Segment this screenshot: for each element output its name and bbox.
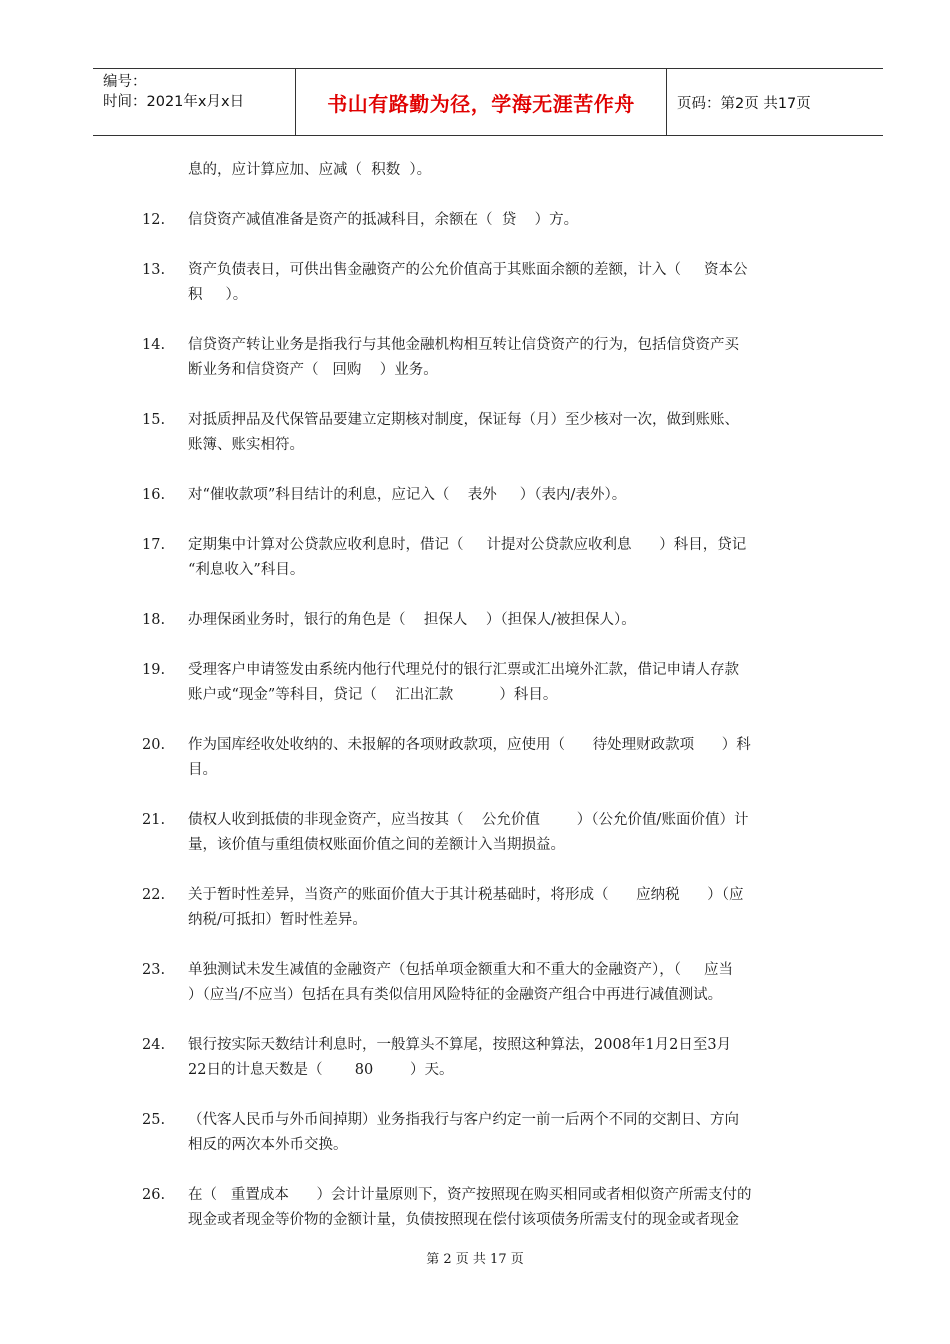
question-number: 25. [142,1112,166,1128]
question-text-line: “利息收入”科目。 [188,562,305,578]
question-text-line: 对抵质押品及代保管品要建立定期核对制度，保证每（月）至少核对一次，做到账账、 [188,412,739,428]
question-text-line: 账簿、账实相符。 [188,437,304,453]
header-page-info: 页码：第2页 共17页 [677,95,811,112]
question-text-line: 息的，应计算应加、应减（ 积数 ）。 [188,162,432,178]
question-number: 26. [142,1187,166,1203]
question-text-line: 定期集中计算对公贷款应收利息时，借记（ 计提对公贷款应收利息 ）科目，贷记 [188,537,747,553]
question-text-line: 办理保函业务时，银行的角色是（ 担保人 ）（担保人/被担保人）。 [188,612,636,628]
question-text-line: ）（应当/不应当）包括在具有类似信用风险特征的金融资产组合中再进行减值测试。 [188,987,723,1003]
question-text-line: 信贷资产转让业务是指我行与其他金融机构相互转让信贷资产的行为，包括信贷资产买 [188,337,739,353]
question-number: 17. [142,537,166,553]
page-footer: 第 2 页 共 17 页 [426,1252,524,1267]
question-text-line: 账户或“现金”等科目，贷记（ 汇出汇款 ）科目。 [188,687,558,703]
question-number: 18. [142,612,166,628]
question-text-line: 在（ 重置成本 ）会计计量原则下，资产按照现在购买相同或者相似资产所需支付的 [188,1187,752,1203]
question-text-line: 资产负债表日，可供出售金融资产的公允价值高于其账面余额的差额，计入（ 资本公 [188,262,748,278]
question-text-line: 单独测试未发生减值的金融资产（包括单项金额重大和不重大的金融资产），（ 应当 [188,962,734,978]
question-number: 16. [142,487,166,503]
question-number: 21. [142,812,166,828]
question-text-line: 目。 [188,762,217,778]
question-text-line: 相反的两次本外币交换。 [188,1137,348,1153]
question-number: 12. [142,212,166,228]
question-number: 23. [142,962,166,978]
question-text-line: 受理客户申请签发由系统内他行代理兑付的银行汇票或汇出境外汇款，借记申请人存款 [188,662,739,678]
question-number: 24. [142,1037,166,1053]
question-text-line: 断业务和信贷资产（ 回购 ）业务。 [188,362,438,378]
question-number: 19. [142,662,166,678]
question-text-line: 债权人收到抵债的非现金资产，应当按其（ 公允价值 ）（公允价值/账面价值）计 [188,812,749,828]
question-text-line: （代客人民币与外币间掉期）业务指我行与客户约定一前一后两个不同的交割日、方向 [188,1112,739,1128]
question-number: 14. [142,337,166,353]
question-text-line: 银行按实际天数结计利息时，一般算头不算尾，按照这种算法，2008年1月2日至3月 [188,1037,732,1053]
document-header [93,68,883,136]
question-text-line: 关于暂时性差异，当资产的账面价值大于其计税基础时，将形成（ 应纳税 ）（应 [188,887,744,903]
question-number: 20. [142,737,166,753]
question-text-line: 22日的计息天数是（ 80 ）天。 [188,1062,454,1078]
header-meta [93,69,295,135]
question-number: 13. [142,262,166,278]
header-motto: 书山有路勤为径，学海无涯苦作舟 [295,69,667,135]
question-text-line: 信贷资产减值准备是资产的抵减科目，余额在（ 贷 ）方。 [188,212,579,228]
question-number: 22. [142,887,166,903]
time-label: 时间：2021年x月x日 [103,94,245,110]
question-text-line: 作为国库经收处收纳的、未报解的各项财政款项，应使用（ 待处理财政款项 ）科 [188,737,751,753]
question-text-line: 纳税/可抵扣）暂时性差异。 [188,912,367,928]
question-number: 15. [142,412,166,428]
question-text-line: 量，该价值与重组债权账面价值之间的差额计入当期损益。 [188,837,565,853]
question-text-line: 积 ）。 [188,287,248,303]
question-text-line: 现金或者现金等价物的金额计量，负债按照现在偿付该项债务所需支付的现金或者现金 [188,1212,739,1228]
serial-number-label: 编号： [103,74,147,90]
question-text-line: 对“催收款项”科目结计的利息，应记入（ 表外 ）（表内/表外）。 [188,487,627,503]
